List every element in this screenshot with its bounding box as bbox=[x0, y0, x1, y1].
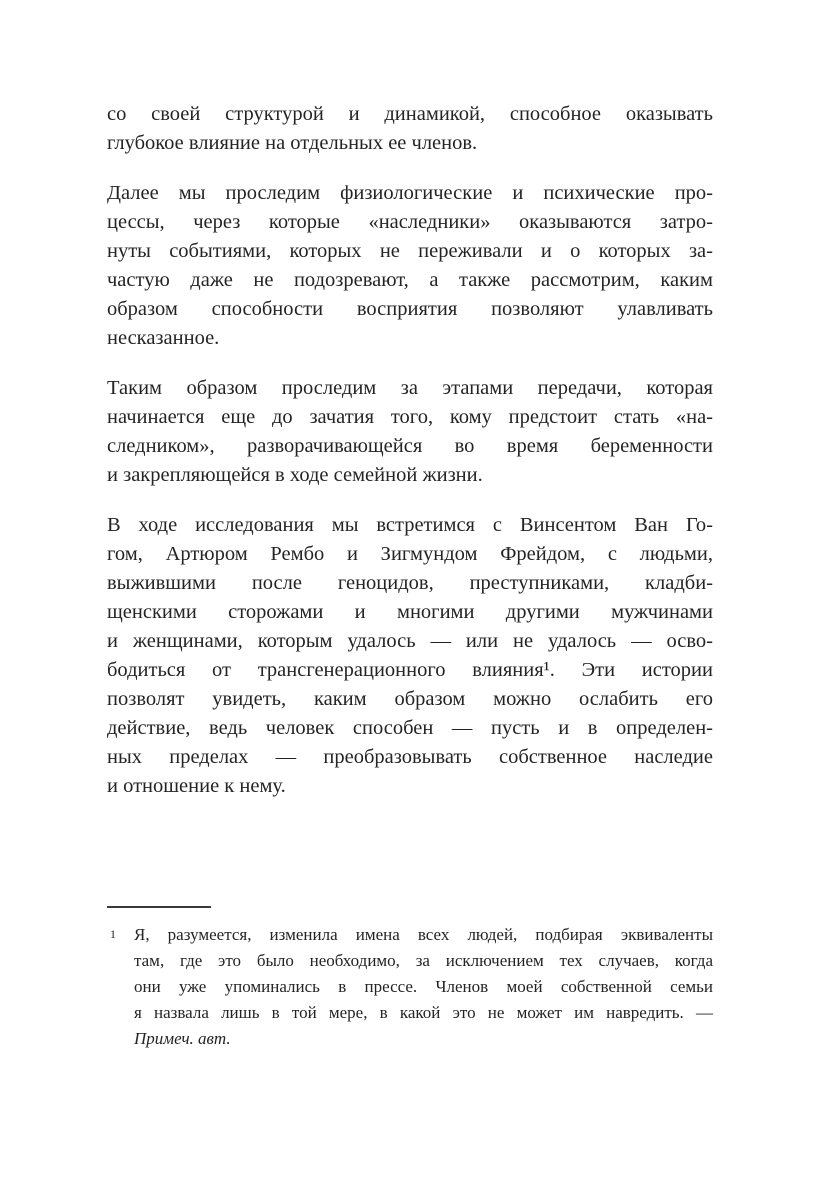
footnote-line: Я, разумеется, изменила имена всех людей, подбирая эквиваленты bbox=[134, 925, 713, 944]
paragraph bbox=[107, 179, 713, 353]
footnote-separator-line bbox=[107, 906, 211, 908]
text-line: начинается еще до зачатия того, кому предстоит стать «на- bbox=[107, 406, 713, 428]
text-line: гом, Артюром Рембо и Зигмундом Фрейдом, с людьми, bbox=[107, 543, 713, 565]
footnote bbox=[107, 906, 713, 1052]
text-line: частую даже не подозревают, а также рассмотрим, каким bbox=[107, 269, 713, 291]
text-line: В ходе исследования мы встретимся с Винсентом Ван Го- bbox=[107, 514, 713, 536]
footnote-line: они уже упоминались в прессе. Членов моей собственной семьи bbox=[134, 977, 713, 996]
text-line: несказанное. bbox=[107, 327, 220, 349]
text-line: цессы, через которые «наследники» оказываются затро- bbox=[107, 211, 713, 233]
text-line: Далее мы проследим физиологические и психические про- bbox=[107, 182, 713, 204]
paragraph bbox=[107, 374, 713, 490]
text-line: нуты событиями, которых не переживали и о которых за- bbox=[107, 240, 713, 262]
text-line: следником», разворачивающейся во время беременности bbox=[107, 435, 713, 457]
text-line: Таким образом проследим за этапами передачи, которая bbox=[107, 377, 713, 399]
text-line: выжившими после геноцидов, преступниками, кладби- bbox=[107, 572, 713, 594]
text-line: и отношение к нему. bbox=[107, 775, 286, 797]
text-line: позволят увидеть, каким образом можно ослабить его bbox=[107, 688, 713, 710]
footnote-attribution: Примеч. авт. bbox=[134, 1029, 231, 1048]
text-line: глубокое влияние на отдельных ее членов. bbox=[107, 132, 478, 154]
text-line: действие, ведь человек способен — пусть и в определен- bbox=[107, 717, 713, 739]
text-line: ных пределах — преобразовывать собственное наследие bbox=[107, 746, 713, 768]
text-line: со своей структурой и динамикой, способное оказывать bbox=[107, 103, 713, 125]
paragraph bbox=[107, 511, 713, 801]
footnote-text bbox=[107, 922, 713, 1052]
paragraph bbox=[107, 100, 713, 158]
footnote-line: там, где это было необходимо, за исключением тех случаев, когда bbox=[134, 951, 713, 970]
text-line: и закрепляющейся в ходе семейной жизни. bbox=[107, 464, 483, 486]
footnote-marker: 1 bbox=[110, 927, 116, 941]
text-line: бодиться от трансгенерационного влияния¹. Эти истории bbox=[107, 659, 713, 681]
text-line: образом способности восприятия позволяют улавливать bbox=[107, 298, 713, 320]
text-line: щенскими сторожами и многими другими мужчинами bbox=[107, 601, 713, 623]
footnote-line: я назвала лишь в той мере, в какой это не может им навредить. — bbox=[134, 1003, 713, 1022]
text-line: и женщинами, которым удалось — или не удалось — осво- bbox=[107, 630, 713, 652]
